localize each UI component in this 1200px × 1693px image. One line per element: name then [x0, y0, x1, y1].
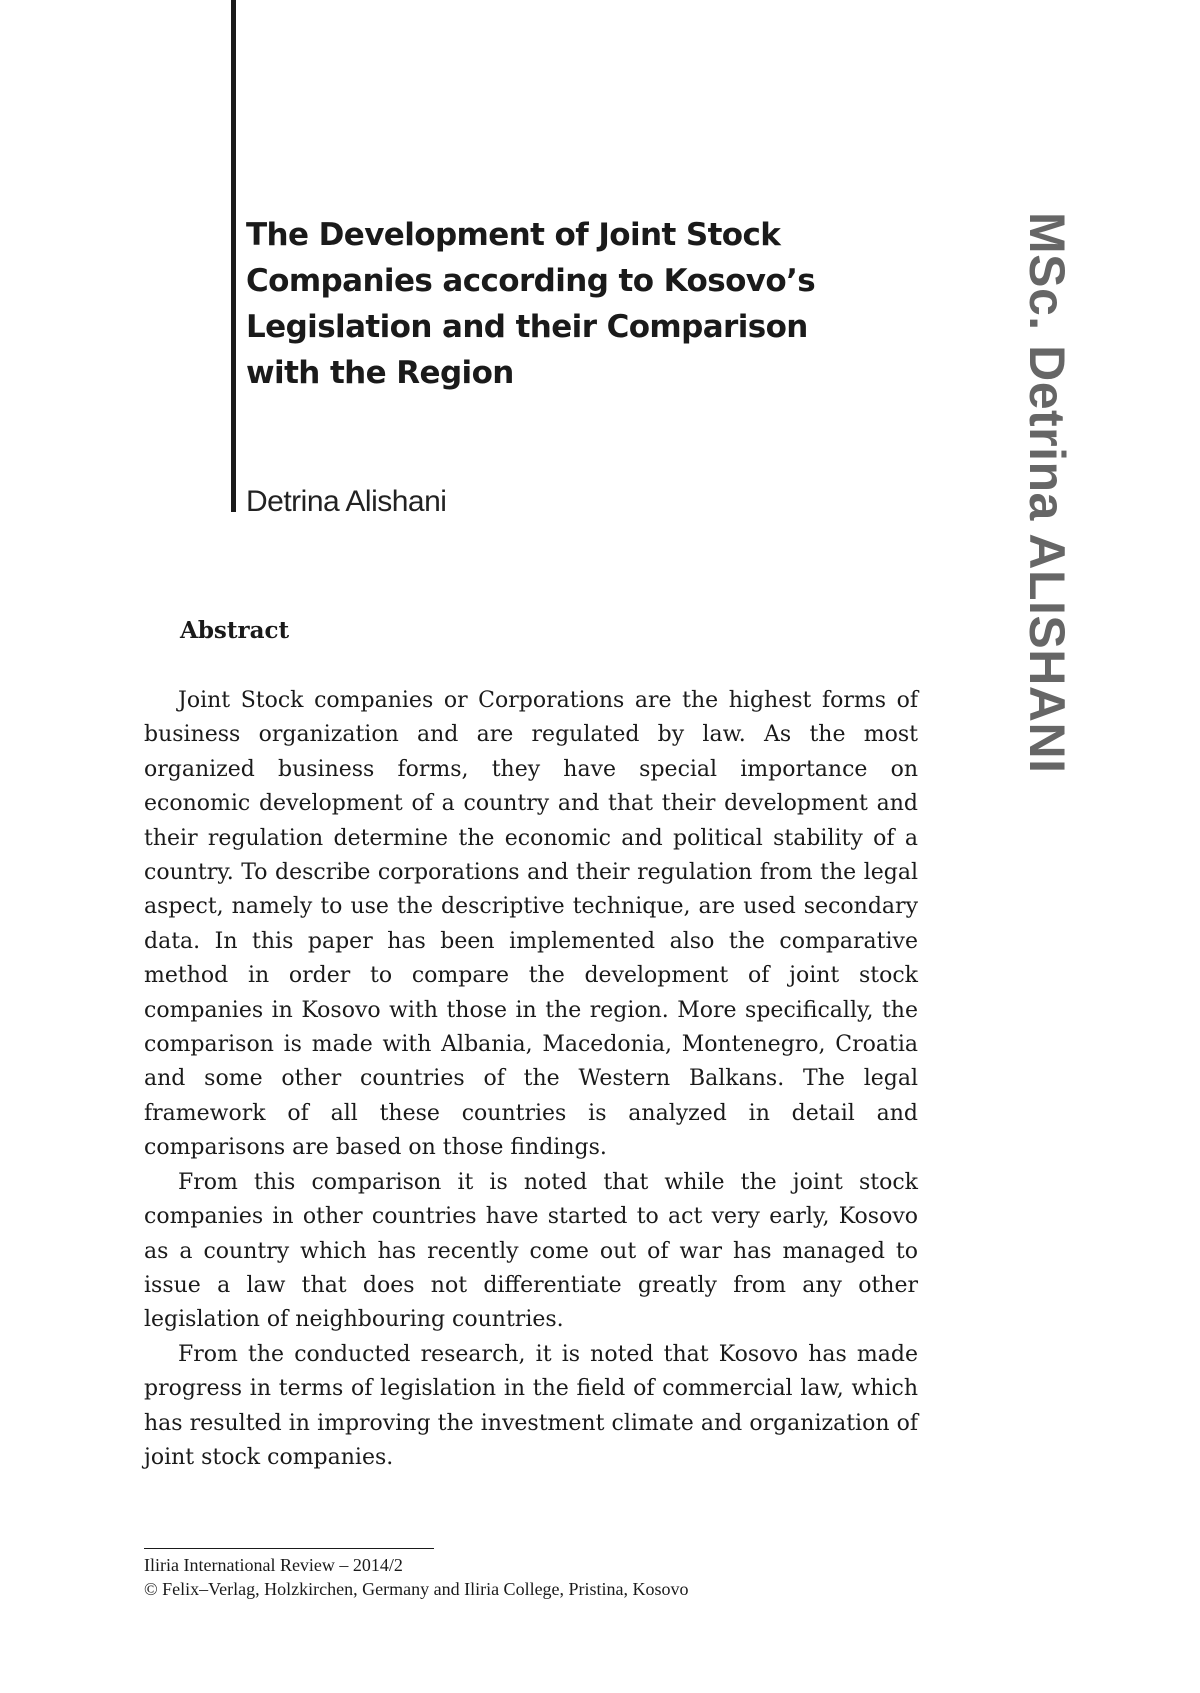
abstract-paragraph: Joint Stock companies or Corporations are the highest forms of business organization and are regulated by law. As the most organized business forms, they have special importance on economic development of a country and that their development and their regulation determine the economic and political stability of a country. To describe corporations and their regulation from the legal aspect, namely to use the descriptive technique, are used secondary data. In this paper has been implemented also the comparative method in order to compare the development of joint stock companies in Kosovo with those in the region. More specifically, the comparison is made with Albania, Macedonia, Montenegro, Croatia and some other countries of the Western Balkans. The legal framework of all these countries is analyzed in detail and comparisons are based on those findings. — [144, 688, 918, 1161]
abstract-body — [144, 684, 918, 1475]
side-author-banner: MSc. Detrina ALISHANI — [1019, 212, 1075, 774]
paper-title: The Development of Joint Stock Companies according to Kosovo’s Legislation and their Comparison with the Region — [246, 217, 816, 391]
footnote-rule — [144, 1548, 434, 1549]
abstract-paragraph: From the conducted research, it is noted that Kosovo has made progress in terms of legislation in the field of commercial law, which has resulted in improving the investment climate and organization of joint stock companies. — [144, 1341, 918, 1470]
abstract-heading: Abstract — [180, 617, 290, 644]
abstract-paragraph: From this comparison it is noted that while the joint stock companies in other countries have started to act very early, Kosovo as a country which has recently come out of war has managed to issue a law that does not differentiate greatly from any other legislation of neighbouring countries. — [144, 1169, 918, 1333]
footer-copyright: © Felix–Verlag, Holzkirchen, Germany and Iliria College, Pristina, Kosovo — [144, 1579, 689, 1599]
footer — [144, 1553, 689, 1601]
author-name: Detrina Alishani — [246, 485, 447, 518]
footer-journal: Iliria International Review – 2014/2 — [144, 1555, 403, 1575]
title-vertical-rule — [231, 0, 236, 512]
